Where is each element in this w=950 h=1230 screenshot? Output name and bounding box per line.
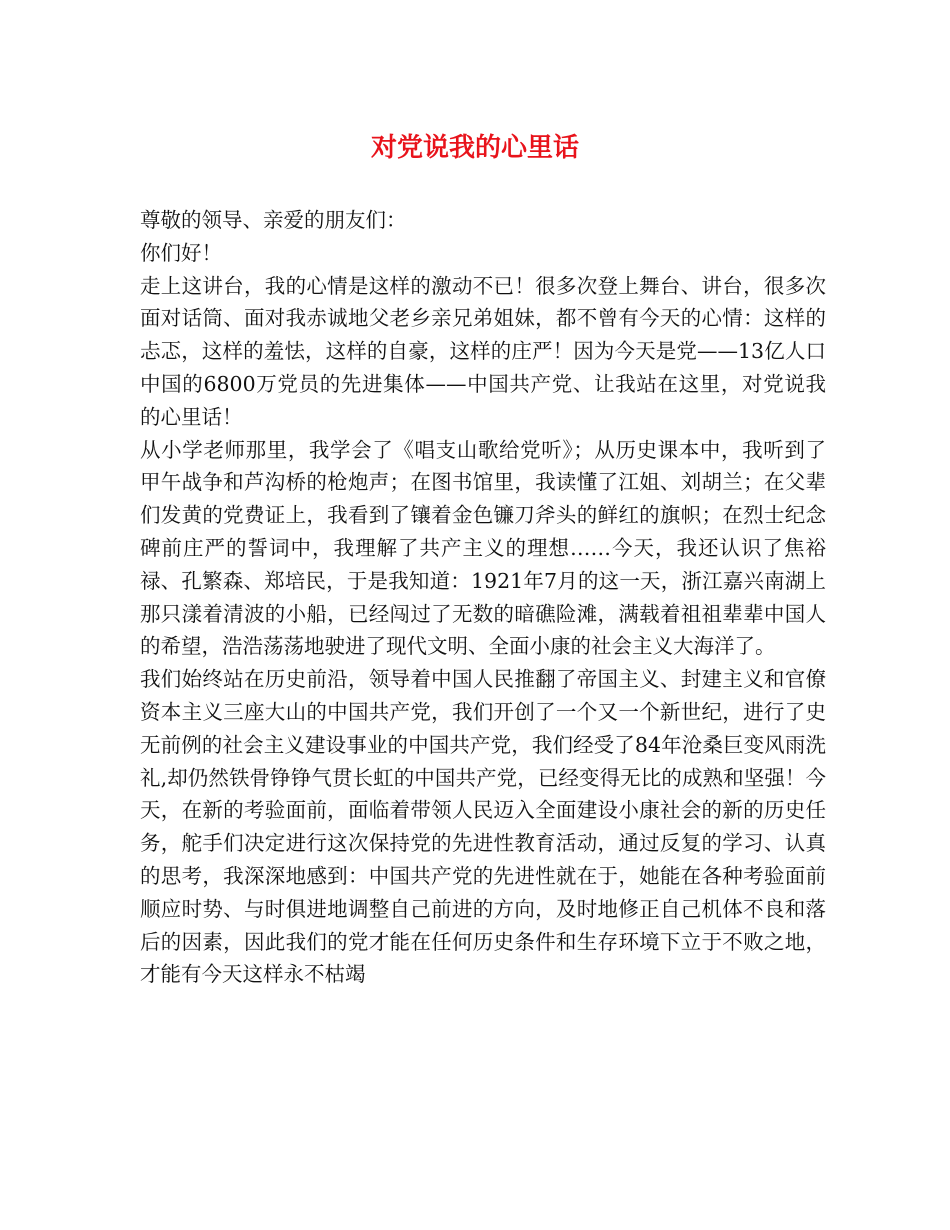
- page-title: 对党说我的心里话: [370, 133, 579, 163]
- greeting-paragraph: 你们好！: [140, 240, 222, 265]
- body-paragraph: 从小学老师那里，我学会了《唱支山歌给党听》；从历史课本中，我听到了甲午战争和芦沟桥的枪炮声；在图书馆里，我读懂了江姐、刘胡兰；在父辈们发黄的党费证上，我看到了镶着金色镰刀斧头的鲜红的旗帜；在烈士纪念碑前庄严的誓词中，我理解了共产主义的理想……今天，我还认识了焦裕禄、孔繁森、郑培民，于是我知道：1921年7月的这一天，浙江嘉兴南湖上那只漾着清波的小船，已经闯过了无数的暗礁险滩，满载着祖祖辈辈中国人的希望，浩浩荡荡地驶进了现代文明、全面小康的社会主义大海洋了。: [140, 437, 826, 659]
- document-body: [140, 204, 826, 991]
- body-paragraph: 我们始终站在历史前沿，领导着中国人民推翻了帝国主义、封建主义和官僚资本主义三座大山的中国共产党，我们开创了一个又一个新世纪，进行了史无前例的社会主义建设事业的中国共产党，我们经受了84年沧桑巨变风雨洗礼,却仍然铁骨铮铮气贯长虹的中国共产党，已经变得无比的成熟和坚强！今天，在新的考验面前，面临着带领人民迈入全面建设小康社会的新的历史任务，舵手们决定进行这次保持党的先进性教育活动，通过反复的学习、认真的思考，我深深地感到：中国共产党的先进性就在于，她能在各种考验面前顺应时势、与时俱进地调整自己前进的方向，及时地修正自己机体不良和落后的因素，因此我们的党才能在任何历史条件和生存环境下立于不败之地，才能有今天这样永不枯竭: [140, 667, 826, 987]
- body-paragraph: 走上这讲台，我的心情是这样的激动不已！很多次登上舞台、讲台，很多次面对话筒、面对我赤诚地父老乡亲兄弟姐妹，都不曾有今天的心情：这样的忐忑，这样的羞怯，这样的自豪，这样的庄严！因为今天是党——13亿人口中国的6800万党员的先进集体——中国共产党、让我站在这里，对党说我的心里话！: [140, 273, 826, 429]
- salutation-paragraph: 尊敬的领导、亲爱的朋友们：: [140, 208, 407, 232]
